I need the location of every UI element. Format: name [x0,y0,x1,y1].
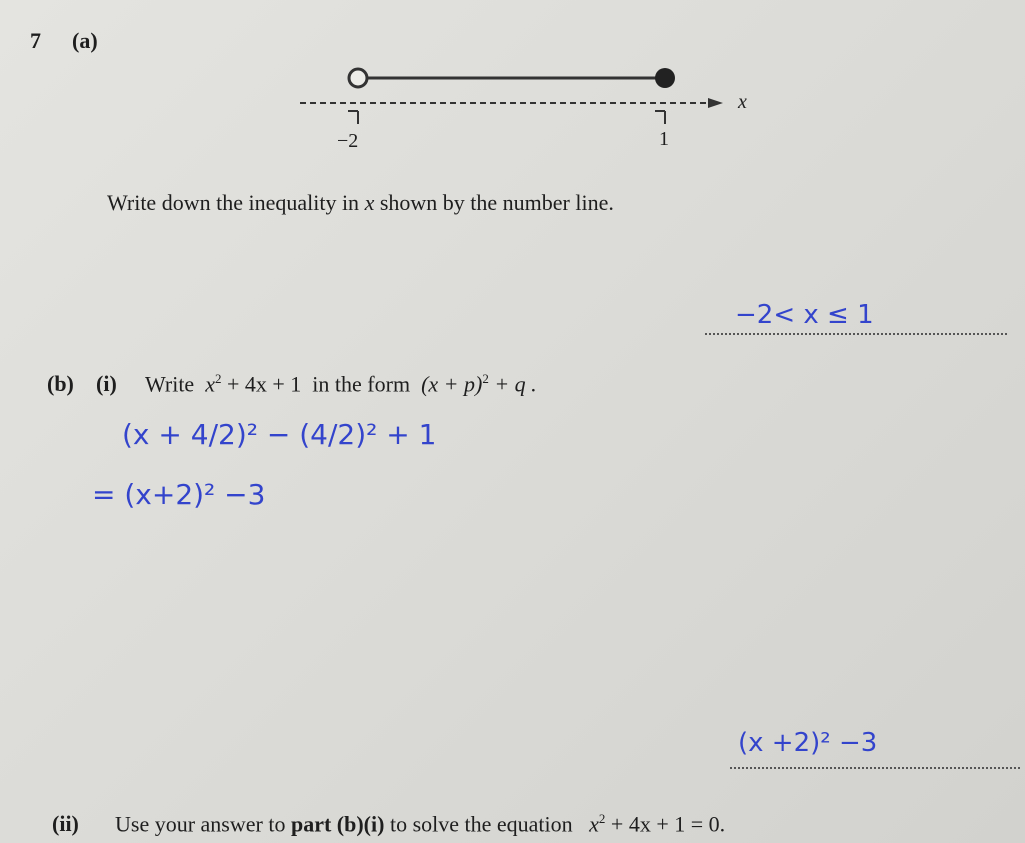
part-b-label: (b) [47,371,74,396]
axis-label: x [738,91,747,113]
tick-label-right: 1 [659,128,669,150]
working-line-1: (x + 4/2)² − (4/2)² + 1 [122,418,437,451]
part-a-label: (a) [72,28,98,53]
part-b-i-answer: (x +2)² −3 [738,728,878,758]
part-b-ii-label: (ii) [52,811,79,836]
tick-label-left: −2 [337,130,359,152]
part-a-prompt: Write down the inequality in x shown by the number line. [107,190,614,215]
number-line [290,60,770,160]
question-number: 7 [30,28,41,53]
part-b-i-label: (i) [96,371,117,396]
answer-line-a [705,333,1007,335]
part-a-answer: −2< x ≤ 1 [735,300,874,330]
closed-circle-marker [655,68,675,88]
part-b-i-prompt: Write $x^2 + 4x + 1$ in the form $(x + p)^2 + q$ . [145,371,537,397]
open-circle-marker [349,69,367,87]
axis-arrow [708,98,723,108]
part-b-ii-prompt: Use your answer to part (b)(i) to solve the equation $x^2 + 4x + 1 = 0$. [115,811,726,837]
working-line-2: = (x+2)² −3 [92,478,266,511]
answer-line-b-i [730,767,1020,769]
